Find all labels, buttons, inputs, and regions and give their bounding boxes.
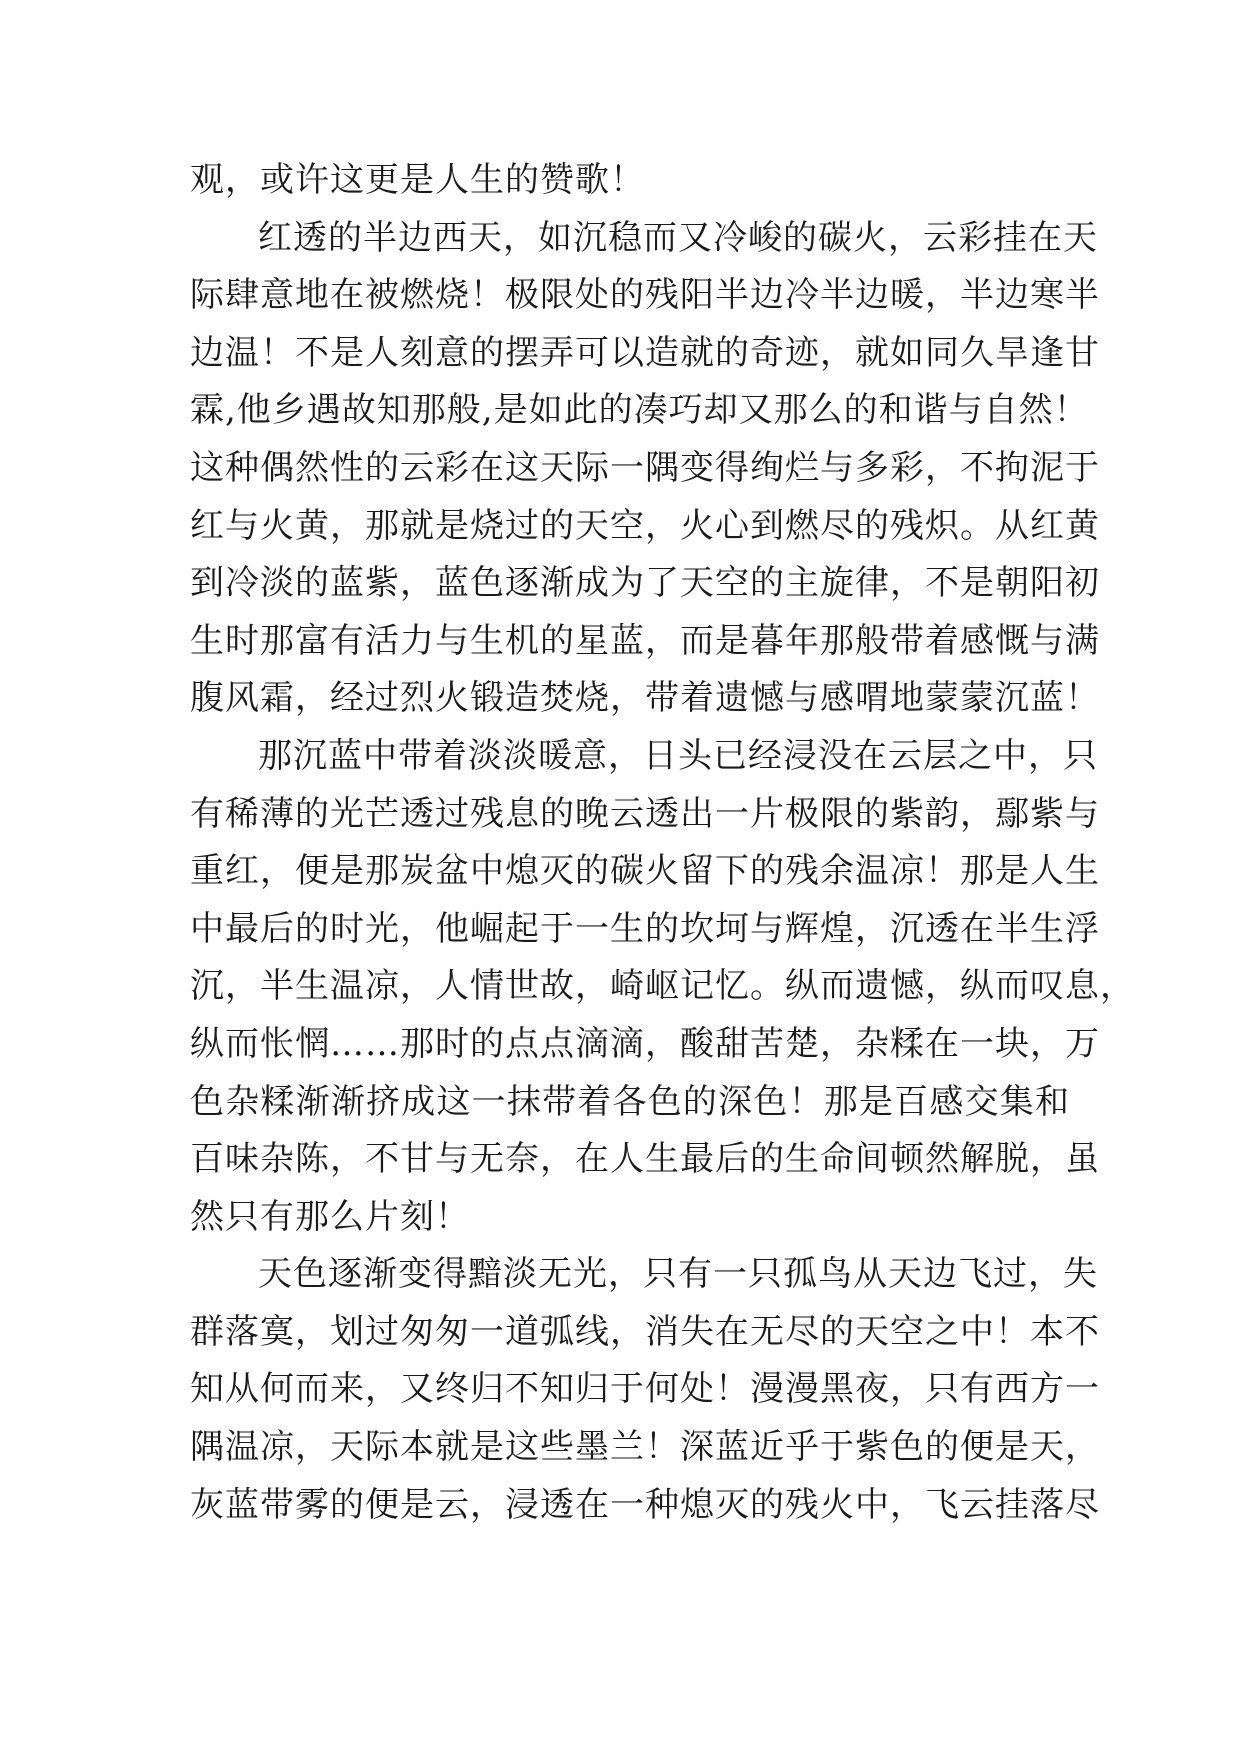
text-line: 红与火黄，那就是烧过的天空，火心到燃尽的残炽。从红黄	[190, 505, 1100, 546]
text-line: 际肆意地在被燃烧！极限处的残阳半边冷半边暖，半边寒半	[190, 275, 1100, 316]
text-line: 腹风霜，经过烈火锻造焚烧，带着遗憾与感喟地蒙蒙沉蓝！	[190, 678, 1100, 719]
text-line: 有稀薄的光芒透过残息的晚云透出一片极限的紫韵，鄢紫与	[190, 793, 1100, 834]
body-text	[190, 152, 1135, 1534]
text-line: 知从何而来，又终归不知归于何处！漫漫黑夜，只有西方一	[190, 1369, 1100, 1410]
text-line: 色杂糅渐渐挤成这一抹带着各色的深色！那是百感交集和	[190, 1081, 1070, 1122]
text-line: 纵而怅惘……那时的点点滴滴，酸甜苦楚，杂糅在一块，万	[190, 1023, 1100, 1064]
text-line: 中最后的时光，他崛起于一生的坎坷与辉煌，沉透在半生浮	[190, 908, 1100, 949]
text-line: 观，或许这更是人生的赞歌！	[190, 160, 645, 200]
text-line: 沉，半生温凉，人情世故，崎岖记忆。纵而遗憾，纵而叹息，	[190, 966, 1135, 1007]
text-line: 然只有那么片刻！	[190, 1196, 470, 1237]
text-line: 到冷淡的蓝紫，蓝色逐渐成为了天空的主旋律，不是朝阳初	[190, 563, 1100, 604]
text-line: 灰蓝带雾的便是云，浸透在一种熄灭的残火中，飞云挂落尽	[190, 1484, 1100, 1525]
text-line: 百味杂陈，不甘与无奈，在人生最后的生命间顿然解脱，虽	[190, 1139, 1100, 1180]
text-line: 边温！不是人刻意的摆弄可以造就的奇迹，就如同久旱逢甘	[190, 332, 1100, 373]
paragraph-first-line: 红透的半边西天，如沉稳而又冷峻的碳火，云彩挂在天	[258, 217, 1098, 258]
paragraph-first-line: 天色逐渐变得黯淡无光，只有一只孤鸟从天边飞过，失	[258, 1254, 1098, 1295]
text-line: 群落寞，划过匆匆一道弧线，消失在无尽的天空之中！本不	[190, 1311, 1100, 1352]
text-line: 这种偶然性的云彩在这天际一隅变得绚烂与多彩，不拘泥于	[190, 447, 1100, 488]
text-line: 霖,他乡遇故知那般,是如此的凑巧却又那么的和谐与自然！	[190, 390, 1089, 431]
text-line: 重红，便是那炭盆中熄灭的碳火留下的残余温凉！那是人生	[190, 851, 1100, 892]
text-line: 生时那富有活力与生机的星蓝，而是暮年那般带着感慨与满	[190, 620, 1100, 661]
text-line: 隅温凉，天际本就是这些墨兰！深蓝近乎于紫色的便是天，	[190, 1427, 1100, 1468]
paragraph-first-line: 那沉蓝中带着淡淡暖意，日头已经浸没在云层之中，只	[258, 735, 1098, 776]
